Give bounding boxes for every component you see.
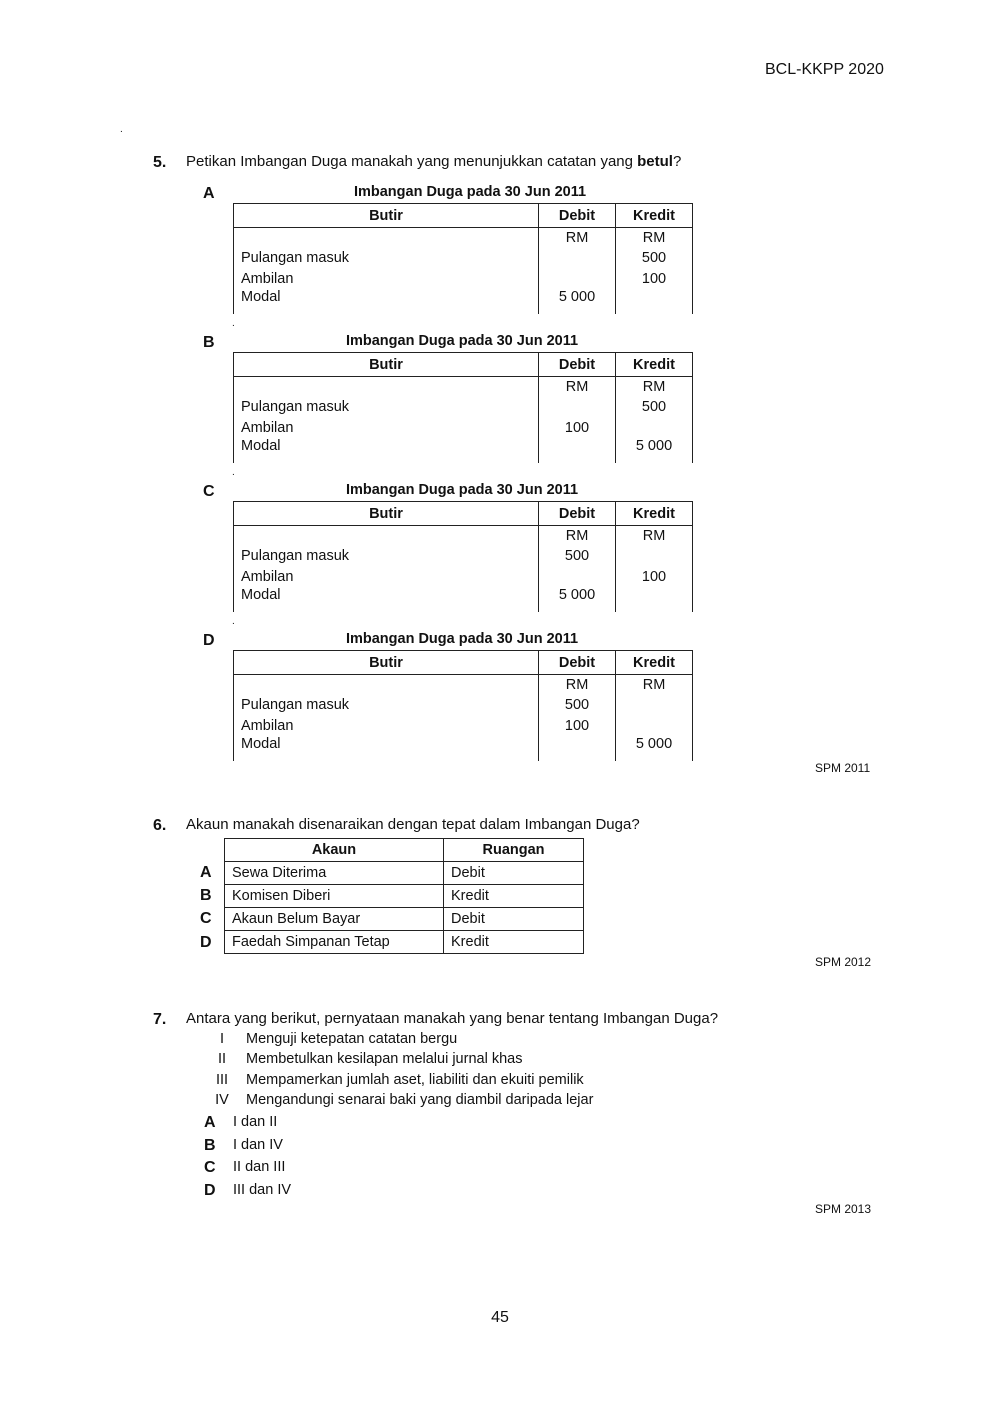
stray-dot: . bbox=[232, 467, 235, 478]
q6-source: SPM 2012 bbox=[815, 955, 872, 969]
row-kredit: 5 000 bbox=[635, 736, 673, 752]
q6-option-letter: D bbox=[200, 934, 212, 951]
col-butir: Butir bbox=[369, 207, 403, 224]
currency-debit: RM bbox=[565, 230, 589, 246]
currency-debit: RM bbox=[565, 379, 589, 395]
cell-ruangan: Debit bbox=[444, 908, 584, 931]
q5-option-a-table bbox=[233, 203, 693, 314]
q5-option-a-letter: A bbox=[203, 185, 215, 202]
row-item: Pulangan masuk bbox=[241, 548, 350, 564]
row-kredit: 500 bbox=[641, 399, 667, 415]
q5-option-c-letter: C bbox=[203, 483, 215, 500]
stray-dot: . bbox=[232, 616, 235, 627]
q5-option-b-letter: B bbox=[203, 334, 215, 351]
cell-akaun: Komisen Diberi bbox=[225, 885, 444, 908]
page-number: 45 bbox=[491, 1309, 509, 1326]
currency-kredit: RM bbox=[642, 379, 666, 395]
currency-kredit: RM bbox=[642, 230, 666, 246]
stray-dot: . bbox=[120, 124, 123, 135]
row-item: Ambilan bbox=[241, 271, 294, 287]
cell-ruangan: Kredit bbox=[444, 885, 584, 908]
q6-option-letter: C bbox=[200, 910, 212, 927]
q5-source: SPM 2011 bbox=[815, 761, 871, 775]
col-butir: Butir bbox=[369, 356, 403, 373]
cell-akaun: Sewa Diterima bbox=[225, 862, 444, 885]
question-7-number: 7. bbox=[153, 1011, 167, 1028]
q6-table bbox=[224, 838, 584, 954]
row-item: Modal bbox=[241, 736, 281, 752]
statement-text: Mengandungi senarai baki yang diambil daripada lejar bbox=[246, 1092, 594, 1108]
document-code: BCL-KKPP 2020 bbox=[765, 61, 884, 78]
col-kredit: Kredit bbox=[615, 204, 692, 227]
row-kredit: 500 bbox=[641, 250, 667, 266]
statement-text: Menguji ketepatan catatan bergu bbox=[246, 1031, 458, 1047]
q7-source: SPM 2013 bbox=[815, 1202, 872, 1216]
q6-option-letter: B bbox=[200, 887, 212, 904]
question-5-text-emphasis: betul bbox=[637, 153, 673, 170]
row-item: Pulangan masuk bbox=[241, 250, 350, 266]
row-kredit: 100 bbox=[641, 271, 667, 287]
q5-option-a-title: Imbangan Duga pada 30 Jun 2011 bbox=[353, 184, 587, 200]
q5-option-d-title: Imbangan Duga pada 30 Jun 2011 bbox=[345, 631, 579, 647]
cell-akaun: Akaun Belum Bayar bbox=[225, 908, 444, 931]
row-item: Pulangan masuk bbox=[241, 399, 350, 415]
statement-text: Mempamerkan jumlah aset, liabiliti dan ekuiti pemilik bbox=[246, 1072, 584, 1088]
row-kredit: 100 bbox=[641, 569, 667, 585]
col-butir: Butir bbox=[369, 505, 403, 522]
q7-option-letter: A bbox=[204, 1114, 216, 1131]
table-row bbox=[225, 862, 584, 885]
currency-kredit: RM bbox=[642, 677, 666, 693]
col-akaun: Akaun bbox=[225, 839, 444, 862]
q5-option-b-table bbox=[233, 352, 693, 463]
question-7-text: Antara yang berikut, pernyataan manakah yang benar tentang Imbangan Duga? bbox=[186, 1010, 719, 1027]
question-5-number: 5. bbox=[153, 154, 167, 171]
q7-option-letter: D bbox=[204, 1182, 216, 1199]
stray-dot: . bbox=[232, 318, 235, 329]
q7-option-letter: C bbox=[204, 1159, 216, 1176]
row-debit: 500 bbox=[564, 548, 590, 564]
col-debit: Debit bbox=[538, 651, 615, 674]
row-item: Modal bbox=[241, 587, 281, 603]
row-item: Pulangan masuk bbox=[241, 697, 350, 713]
row-debit: 100 bbox=[564, 420, 590, 436]
q5-option-b-title: Imbangan Duga pada 30 Jun 2011 bbox=[345, 333, 579, 349]
row-item: Ambilan bbox=[241, 718, 294, 734]
cell-ruangan: Debit bbox=[444, 862, 584, 885]
row-kredit: 5 000 bbox=[635, 438, 673, 454]
cell-akaun: Faedah Simpanan Tetap bbox=[225, 931, 444, 954]
col-debit: Debit bbox=[538, 353, 615, 376]
statement-numeral: II bbox=[217, 1051, 227, 1067]
row-debit: 100 bbox=[564, 718, 590, 734]
col-ruangan: Ruangan bbox=[444, 839, 584, 862]
col-debit: Debit bbox=[538, 502, 615, 525]
q7-option-text: I dan IV bbox=[233, 1137, 283, 1153]
q7-option-text: III dan IV bbox=[233, 1182, 292, 1198]
q7-option-text: I dan II bbox=[233, 1114, 278, 1130]
question-5-text bbox=[186, 153, 681, 170]
q5-option-c-table bbox=[233, 501, 693, 612]
currency-debit: RM bbox=[565, 677, 589, 693]
row-debit: 500 bbox=[564, 697, 590, 713]
row-item: Modal bbox=[241, 438, 281, 454]
q7-option-text: II dan III bbox=[233, 1159, 286, 1175]
currency-debit: RM bbox=[565, 528, 589, 544]
statement-numeral: IV bbox=[215, 1092, 229, 1108]
row-item: Modal bbox=[241, 289, 281, 305]
row-item: Ambilan bbox=[241, 420, 294, 436]
row-debit: 5 000 bbox=[558, 587, 596, 603]
table-row bbox=[225, 931, 584, 954]
currency-kredit: RM bbox=[642, 528, 666, 544]
q5-option-d-letter: D bbox=[203, 632, 215, 649]
q5-option-c-title: Imbangan Duga pada 30 Jun 2011 bbox=[345, 482, 579, 498]
col-debit: Debit bbox=[538, 204, 615, 227]
table-row bbox=[225, 908, 584, 931]
statement-numeral: III bbox=[215, 1072, 229, 1088]
q5-option-d-table bbox=[233, 650, 693, 761]
q6-option-letter: A bbox=[200, 864, 212, 881]
row-debit: 5 000 bbox=[558, 289, 596, 305]
row-item: Ambilan bbox=[241, 569, 294, 585]
question-5-text-end: ? bbox=[672, 153, 682, 170]
table-row bbox=[225, 885, 584, 908]
cell-ruangan: Kredit bbox=[444, 931, 584, 954]
question-5-text-part: Petikan Imbangan Duga manakah yang menunjukkan catatan yang bbox=[186, 153, 638, 170]
question-6-number: 6. bbox=[153, 817, 167, 834]
statement-numeral: I bbox=[219, 1031, 225, 1047]
statement-text: Membetulkan kesilapan melalui jurnal khas bbox=[246, 1051, 523, 1067]
col-kredit: Kredit bbox=[615, 651, 692, 674]
q7-option-letter: B bbox=[204, 1137, 216, 1154]
col-butir: Butir bbox=[369, 654, 403, 671]
col-kredit: Kredit bbox=[615, 502, 692, 525]
question-6-text: Akaun manakah disenaraikan dengan tepat dalam Imbangan Duga? bbox=[186, 816, 640, 833]
col-kredit: Kredit bbox=[615, 353, 692, 376]
